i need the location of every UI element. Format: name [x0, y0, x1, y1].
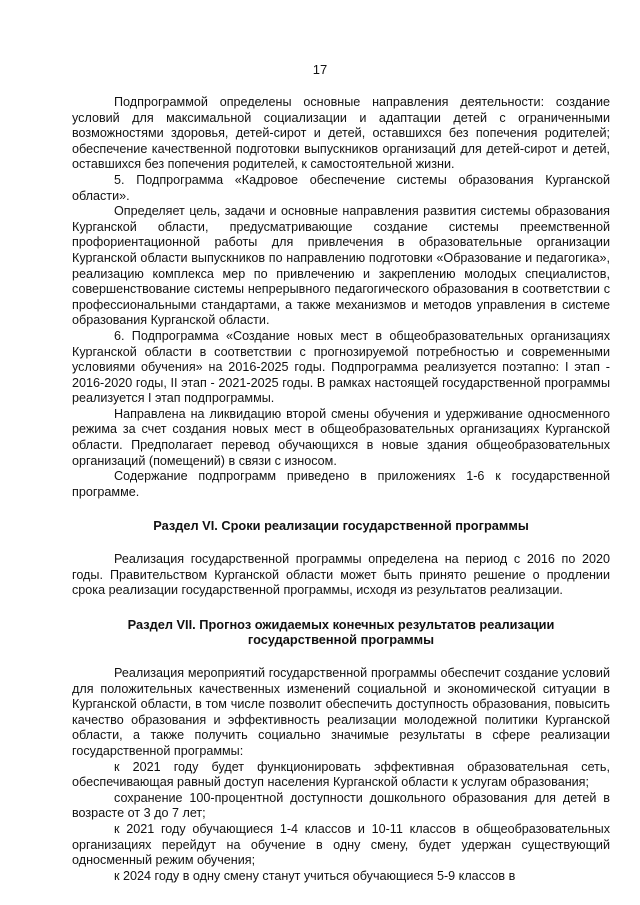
paragraph-subprogram-6-title: 6. Подпрограмма «Создание новых мест в общеобразовательных организациях Курганской области в соответствии с прогнозируемой потребностью и современными условиями обучения» на 2016-2025 годы. Подпрограмма реализуется поэтапно: I этап - 2016-2020 годы, II этап - 2021-2025 годы. В рамках настоящей государственной программы реализуется I этап подпрограммы.: [72, 328, 610, 406]
section-7-result-single-shift: к 2021 году обучающиеся 1-4 классов и 10-11 классов в общеобразовательных организациях перейдут на обучение в одну смену, будет удержан существующий односменный режим обучения;: [72, 821, 610, 868]
section-7-heading-line-2: государственной программы: [247, 632, 435, 648]
paragraph-subprogram-5-title: 5. Подпрограмма «Кадровое обеспечение системы образования Курганской области».: [72, 172, 610, 203]
section-7-result-2024: к 2024 году в одну смену станут учиться обучающиеся 5-9 классов в: [114, 868, 516, 883]
section-6-heading: Раздел VI. Сроки реализации государственной программы: [153, 518, 529, 534]
section-7-result-network: к 2021 году будет функционировать эффективная образовательная сеть, обеспечивающая равный доступ населения Курганской области к услугам образования;: [72, 759, 610, 790]
section-7-heading-line-1: Раздел VII. Прогноз ожидаемых конечных результатов реализации: [127, 616, 555, 632]
paragraph-subprogram-4-directions: Подпрограммой определены основные направления деятельности: создание условий для максимальной социализации и адаптации детей с ограниченными возможностями здоровья, детей-сирот и детей, оставшихся без попечения родителей; обеспечение качественной подготовки выпускников организаций для детей-сирот и детей, оставшихся без попечения родителей, к самостоятельной жизни.: [72, 95, 610, 172]
page-number: 17: [312, 62, 328, 77]
document-body: [72, 95, 610, 884]
section-7-result-preschool: сохранение 100-процентной доступности дошкольного образования для детей в возрасте от 3 до 7 лет;: [72, 790, 610, 821]
paragraph-subprogram-6-description: Направлена на ликвидацию второй смены обучения и удерживание односменного режима за счет создания новых мест в общеобразовательных организациях Курганской области. Предполагает перевод обучающихся в новые здания общеобразовательных организаций (помещений) в связи с износом.: [72, 406, 610, 468]
paragraph-subprogram-5-description: Определяет цель, задачи и основные направления развития системы образования Курганской области, предусматривающие создание системы преемственной профориентационной работы для привлечения в образовательные организации Курганской области выпускников по направлению подготовки «Образование и педагогика», реализацию комплекса мер по привлечению и закреплению молодых специалистов, совершенствование системы непрерывного педагогического образования в соответствии с профессиональными стандартами, а также механизмов и методов управления в системе образования Курганской области.: [72, 204, 610, 328]
section-6-paragraph: Реализация государственной программы определена на период с 2016 по 2020 годы. Правительством Курганской области может быть принято решение о продлении срока реализации государственной программы, исходя из результатов реализации.: [72, 552, 610, 598]
section-7-paragraph-intro: Реализация мероприятий государственной программы обеспечит создание условий для положительных качественных изменений социальной и экономической ситуации в Курганской области, в том числе позволит обеспечить доступность образования, повысить качество образования и эффективность реализации молодежной политики Курганской области, а также получить социально значимые результаты в сфере реализации государственной программы:: [72, 666, 610, 758]
paragraph-subprograms-appendix: Содержание подпрограмм приведено в приложениях 1-6 к государственной программе.: [72, 469, 610, 499]
